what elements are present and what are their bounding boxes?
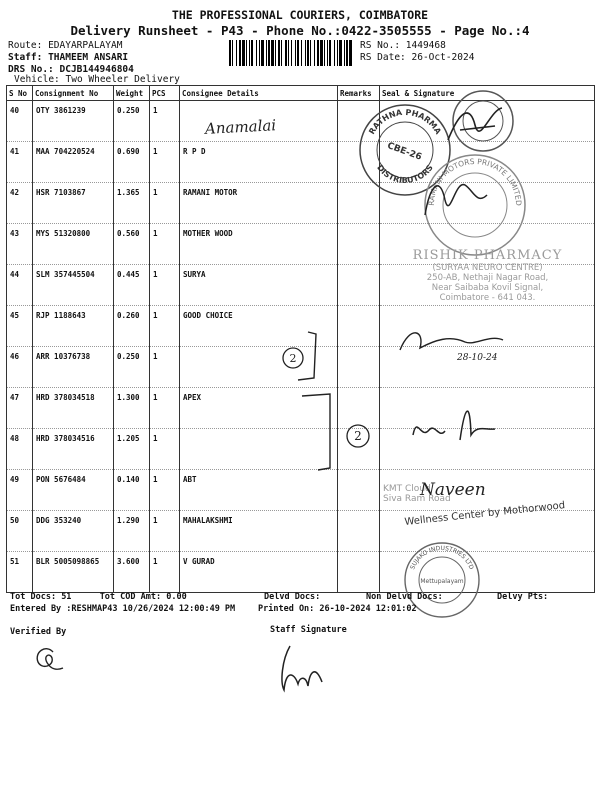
col-weight: Weight	[114, 86, 150, 101]
cell-consignment: MYS 51320800	[33, 224, 114, 265]
cell-sno: 46	[7, 347, 33, 388]
barcode-bar	[295, 40, 296, 66]
cell-consignee	[180, 101, 338, 142]
cell-remarks	[338, 511, 380, 552]
barcode-bar	[281, 40, 282, 66]
col-sno: S No	[7, 86, 33, 101]
runsheet-title: Delivery Runsheet - P43 - Phone No.:0422-3505555 - Page No.:4	[70, 23, 530, 38]
rishik-line-3: 250-AB, Nethaji Nagar Road,	[426, 273, 549, 283]
printed-on: Printed On: 26-10-2024 12:01:02	[258, 604, 417, 614]
table-row	[7, 429, 595, 470]
handwritten-naveen: Naveen	[420, 480, 486, 500]
cell-weight: 0.250	[114, 101, 150, 142]
tot-cod-value: 0.00	[166, 592, 187, 602]
cell-consignee	[180, 347, 338, 388]
cell-remarks	[338, 306, 380, 347]
barcode-bar	[275, 40, 276, 66]
barcode-bar	[305, 40, 306, 66]
stamp-text-ramani: RAMANI MOTORS PRIVATE LIMITED	[426, 156, 524, 207]
barcode-bar	[236, 40, 237, 66]
cell-consignee: SURYA	[180, 265, 338, 306]
rishik-line-5: Coimbatore - 641 043.	[439, 293, 536, 303]
cell-consignment: DDG 353240	[33, 511, 114, 552]
verified-by-label: Verified By	[10, 627, 67, 637]
cell-sno: 48	[7, 429, 33, 470]
rs-no-value: 1449468	[405, 40, 446, 51]
cell-consignee: R P D	[180, 142, 338, 183]
route-line	[8, 40, 122, 51]
delvy-pts: Delvy Pts:	[497, 592, 549, 602]
tot-docs-value: 51	[61, 592, 72, 602]
barcode-bar	[239, 40, 241, 66]
rs-date-value: 26-Oct-2024	[411, 52, 475, 63]
barcode-bar	[324, 40, 325, 66]
staff-value: THAMEEM ANSARI	[48, 52, 129, 63]
col-seal-signature: Seal & Signature	[380, 86, 595, 101]
mark-46-text: 2	[289, 352, 297, 365]
cell-remarks	[338, 552, 380, 593]
barcode-bar	[339, 40, 342, 66]
rs-date-label: RS Date:	[360, 52, 406, 63]
cell-pcs: 1	[150, 183, 180, 224]
cell-consignee: APEX	[180, 388, 338, 429]
cell-sno: 45	[7, 306, 33, 347]
cell-sno: 51	[7, 552, 33, 593]
cell-weight: 0.140	[114, 470, 150, 511]
cell-remarks	[338, 429, 380, 470]
cell-consignee: RAMANI MOTOR	[180, 183, 338, 224]
table-row	[7, 101, 595, 142]
stamp-text-ratna-bottom: DISTRIBUTORS	[375, 163, 435, 185]
cell-seal-signature	[380, 224, 595, 265]
stamp-text-ratna-center: CBE-26	[385, 141, 423, 163]
cell-sno: 49	[7, 470, 33, 511]
cell-consignment: OTY 3861239	[33, 101, 114, 142]
barcode-bar	[261, 40, 264, 66]
drs-label: DRS No.:	[8, 64, 54, 75]
drs-value: DCJB144946804	[59, 64, 134, 75]
date-note-text: 28-10-24	[457, 353, 498, 363]
verified-signature	[28, 638, 68, 678]
cell-weight: 0.250	[114, 347, 150, 388]
barcode-bar	[334, 40, 335, 66]
cell-weight: 3.600	[114, 552, 150, 593]
staff-signature	[272, 640, 332, 695]
cell-consignee: MOTHER WOOD	[180, 224, 338, 265]
cell-sno: 44	[7, 265, 33, 306]
barcode-bar	[310, 40, 311, 66]
cell-weight: 0.445	[114, 265, 150, 306]
cell-seal-signature	[380, 552, 595, 593]
col-remarks: Remarks	[338, 86, 380, 101]
barcode-bar	[288, 40, 289, 66]
cell-pcs: 1	[150, 224, 180, 265]
cell-consignment: HSR 7103867	[33, 183, 114, 224]
cell-consignee: ABT	[180, 470, 338, 511]
table-row	[7, 347, 595, 388]
barcode-bar	[242, 40, 245, 66]
cell-seal-signature	[380, 183, 595, 224]
vehicle-value: Two Wheeler Delivery	[65, 74, 180, 85]
cell-consignment: HRD 378034516	[33, 429, 114, 470]
barcode-bar	[349, 40, 352, 66]
cell-weight: 0.560	[114, 224, 150, 265]
cell-seal-signature	[380, 306, 595, 347]
table-row	[7, 511, 595, 552]
cell-pcs: 1	[150, 552, 180, 593]
rishik-line-4: Near Saibaba Kovil Signal,	[431, 283, 544, 293]
tot-cod-label: Tot COD Amt:	[99, 592, 162, 602]
barcode-bar	[229, 40, 231, 66]
barcode-bar	[285, 40, 287, 66]
cell-consignee: V GURAD	[180, 552, 338, 593]
cell-sno: 41	[7, 142, 33, 183]
stamp-text-ratna-top: RATHNA PHARMA	[367, 107, 443, 136]
barcode-bar	[301, 40, 302, 66]
non-delvd-docs: Non Delvd Docs:	[366, 592, 443, 602]
cell-remarks	[338, 101, 380, 142]
cell-weight: 1.290	[114, 511, 150, 552]
barcode-bar	[249, 40, 250, 66]
cell-pcs: 1	[150, 142, 180, 183]
cell-remarks	[338, 347, 380, 388]
cell-sno: 50	[7, 511, 33, 552]
cell-sno: 47	[7, 388, 33, 429]
col-consignee: Consignee Details	[180, 86, 338, 101]
cell-seal-signature	[380, 101, 595, 142]
vehicle-line	[14, 74, 180, 85]
stamp-text-bottom-top: SUJAKO INDUSTRIES LTD	[409, 544, 475, 571]
cell-pcs: 1	[150, 265, 180, 306]
cell-pcs: 1	[150, 347, 180, 388]
rs-no-label: RS No.:	[360, 40, 401, 51]
cell-sno: 40	[7, 101, 33, 142]
barcode-bar	[346, 40, 348, 66]
cell-pcs: 1	[150, 511, 180, 552]
entered-by: Entered By :RESHMAP43 10/26/2024 12:00:49 PM	[10, 604, 236, 614]
table-row	[7, 183, 595, 224]
cell-seal-signature	[380, 388, 595, 429]
table-row	[7, 224, 595, 265]
company-title: THE PROFESSIONAL COURIERS, COIMBATORE	[171, 8, 429, 22]
stamp-text-bottom-center: Mettupalayam	[420, 578, 464, 585]
cell-consignment: PON 5676484	[33, 470, 114, 511]
cell-weight: 1.365	[114, 183, 150, 224]
motherwood-stamp: Wellness Center by Mothorwood	[404, 500, 566, 528]
barcode-bar	[256, 40, 257, 66]
kmt-line-2: Siva Ram Road	[383, 494, 451, 504]
table-row	[7, 470, 595, 511]
cell-weight: 1.300	[114, 388, 150, 429]
staff-signature-label: Staff Signature	[270, 625, 347, 635]
barcode-bar	[337, 40, 338, 66]
rishik-line-2: (SURYAA NEURO CENTRE)	[432, 263, 543, 273]
table-header-row	[7, 86, 595, 101]
barcode-bar	[320, 40, 323, 66]
cell-remarks	[338, 224, 380, 265]
barcode-bar	[291, 40, 292, 66]
barcode-bar	[344, 40, 345, 66]
table-row	[7, 306, 595, 347]
table-row	[7, 265, 595, 306]
cell-pcs: 1	[150, 101, 180, 142]
barcode-bar	[317, 40, 319, 66]
barcode-bar	[307, 40, 309, 66]
cell-seal-signature	[380, 265, 595, 306]
rs-no-line	[360, 40, 446, 51]
cell-consignee: MAHALAKSHMI	[180, 511, 338, 552]
cell-consignment: MAA 704220524	[33, 142, 114, 183]
table-row	[7, 552, 595, 593]
handwritten-name-row40: Anamalai	[204, 116, 277, 138]
cell-weight: 1.205	[114, 429, 150, 470]
cell-consignee: GOOD CHOICE	[180, 306, 338, 347]
col-pcs: PCS	[150, 86, 180, 101]
cell-consignment: HRD 378034518	[33, 388, 114, 429]
cell-consignment: RJP 1188643	[33, 306, 114, 347]
cell-seal-signature	[380, 470, 595, 511]
table-row	[7, 142, 595, 183]
vehicle-label: Vehicle:	[14, 74, 60, 85]
cell-remarks	[338, 183, 380, 224]
cell-pcs: 1	[150, 306, 180, 347]
cell-consignee	[180, 429, 338, 470]
barcode-bar	[259, 40, 260, 66]
barcode-bar	[278, 40, 280, 66]
cell-remarks	[338, 470, 380, 511]
barcode-bar	[266, 40, 267, 66]
cell-pcs: 1	[150, 470, 180, 511]
mark-48-text: 2	[354, 429, 362, 443]
runsheet-table	[6, 85, 595, 593]
barcode-bar	[232, 40, 233, 66]
cell-sno: 43	[7, 224, 33, 265]
rs-date-line	[360, 52, 474, 63]
barcode-bar	[329, 40, 331, 66]
cell-seal-signature	[380, 429, 595, 470]
delvd-docs: Delvd Docs:	[264, 592, 321, 602]
barcode-bar	[268, 40, 270, 66]
barcode-bar	[271, 40, 274, 66]
totals-line	[10, 592, 187, 602]
barcode-bar	[246, 40, 247, 66]
cell-consignment: SLM 357445504	[33, 265, 114, 306]
cell-pcs: 1	[150, 388, 180, 429]
route-value: EDAYARPALAYAM	[48, 40, 123, 51]
cell-seal-signature	[380, 511, 595, 552]
cell-remarks	[338, 142, 380, 183]
cell-remarks	[338, 265, 380, 306]
tot-docs-label: Tot Docs:	[10, 592, 57, 602]
cell-weight: 0.690	[114, 142, 150, 183]
rishik-line-1: RISHIK PHARMACY	[412, 248, 563, 263]
route-label: Route:	[8, 40, 43, 51]
staff-label: Staff:	[8, 52, 43, 63]
barcode-bar	[327, 40, 328, 66]
staff-line	[8, 52, 128, 63]
cell-remarks	[338, 388, 380, 429]
cell-weight: 0.260	[114, 306, 150, 347]
col-consignment: Consignment No	[33, 86, 114, 101]
cell-sno: 42	[7, 183, 33, 224]
cell-consignment: BLR 5005098865	[33, 552, 114, 593]
kmt-line-1: KMT Cloud	[383, 484, 431, 494]
barcode-bar	[297, 40, 299, 66]
cell-consignment: ARR 10376738	[33, 347, 114, 388]
barcode-bar	[314, 40, 315, 66]
barcode-image	[228, 40, 354, 66]
cell-pcs: 1	[150, 429, 180, 470]
barcode-bar	[251, 40, 253, 66]
cell-seal-signature	[380, 347, 595, 388]
table-row	[7, 388, 595, 429]
cell-seal-signature	[380, 142, 595, 183]
